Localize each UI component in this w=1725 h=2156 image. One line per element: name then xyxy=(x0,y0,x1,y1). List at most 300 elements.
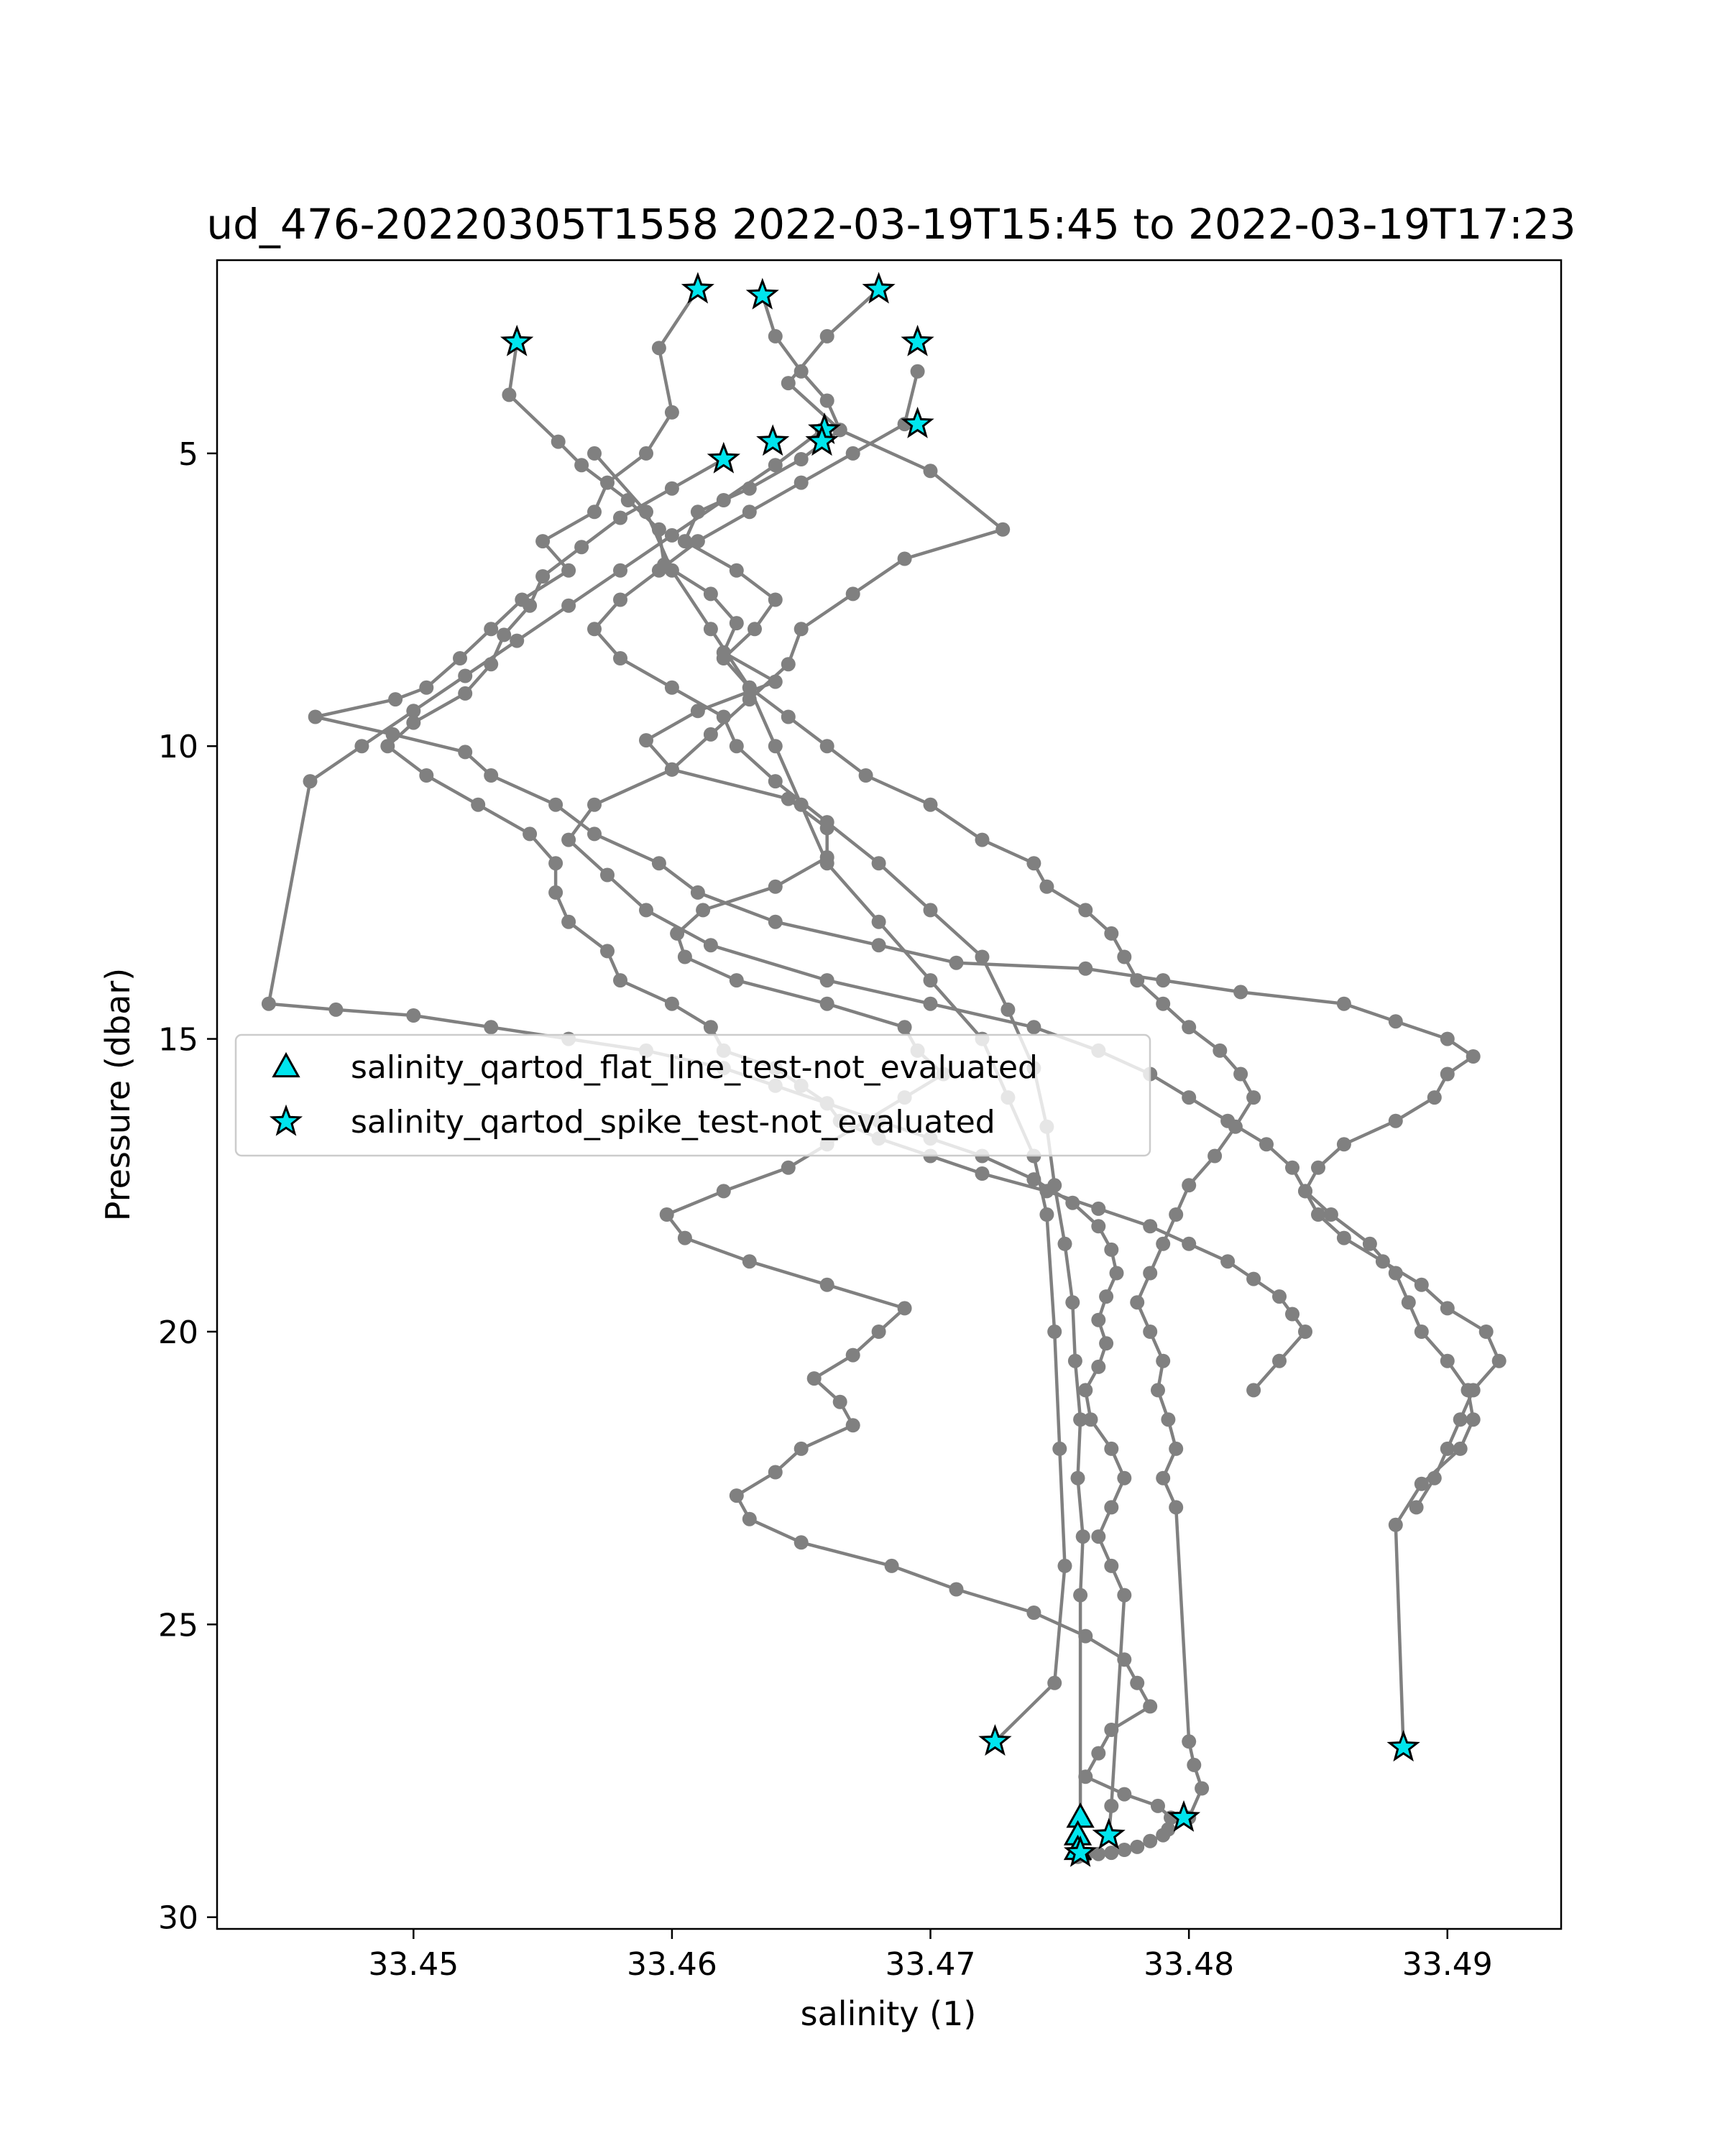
profile-point xyxy=(820,329,834,344)
profile-point xyxy=(1389,1266,1403,1281)
profile-point xyxy=(924,464,938,478)
profile-point xyxy=(574,540,589,554)
profile-point xyxy=(678,950,692,964)
profile-point xyxy=(1414,1278,1429,1292)
profile-point xyxy=(730,563,744,578)
profile-point xyxy=(1337,997,1351,1011)
profile-point xyxy=(1091,1529,1105,1544)
profile-point xyxy=(1068,1354,1082,1368)
legend-label: salinity_qartod_spike_test-not_evaluated xyxy=(351,1104,995,1141)
profile-point xyxy=(794,476,809,490)
profile-point xyxy=(1161,1412,1175,1427)
chart-title: ud_476-20220305T1558 2022-03-19T15:45 to 2022-03-19T17:23 xyxy=(206,200,1576,249)
profile-point xyxy=(781,1161,796,1175)
profile-point xyxy=(1047,1325,1062,1339)
profile-point xyxy=(665,563,679,578)
profile-point xyxy=(820,1278,834,1292)
profile-point xyxy=(1466,1049,1481,1064)
profile-point xyxy=(665,763,679,777)
profile-point xyxy=(510,634,524,648)
x-axis xyxy=(368,1929,1492,1983)
profile-point xyxy=(872,938,886,952)
profile-point xyxy=(898,1301,912,1315)
profile-point xyxy=(1151,1383,1165,1397)
profile-point xyxy=(768,739,783,753)
profile-point xyxy=(523,826,537,841)
profile-point xyxy=(872,915,886,929)
y-axis xyxy=(158,436,217,1937)
profile-point xyxy=(1169,1442,1183,1456)
profile-point xyxy=(1440,1354,1455,1368)
profile-point xyxy=(1071,1471,1085,1485)
profile-point xyxy=(388,692,402,706)
profile-point xyxy=(794,452,809,466)
profile-point xyxy=(1000,1003,1015,1017)
profile-point xyxy=(1091,1360,1105,1374)
x-tick-label: 33.48 xyxy=(1144,1946,1235,1983)
profile-point xyxy=(1246,1090,1261,1105)
profile-point xyxy=(587,798,602,812)
profile-point xyxy=(1143,1699,1157,1713)
profile-point xyxy=(1440,1032,1455,1046)
profile-point xyxy=(704,622,718,636)
profile-point xyxy=(328,1003,343,1017)
profile-point xyxy=(1233,1067,1248,1082)
spike-test-star-marker xyxy=(710,445,737,471)
profile-point xyxy=(1208,1149,1222,1164)
spike-test-star-marker xyxy=(684,275,712,301)
legend-label: salinity_qartod_flat_line_test-not_evaluated xyxy=(351,1049,1038,1086)
profile-point xyxy=(600,868,615,883)
profile-point xyxy=(1414,1477,1429,1491)
profile-point xyxy=(1259,1137,1274,1151)
profile-point xyxy=(1414,1325,1429,1339)
profile-point xyxy=(453,651,467,665)
profile-point xyxy=(1076,1529,1090,1544)
profile-point xyxy=(1466,1412,1481,1427)
profile-point xyxy=(548,856,563,870)
profile-point xyxy=(1047,1676,1062,1690)
spike-test-star-marker xyxy=(1390,1733,1417,1759)
profile-point xyxy=(1213,1044,1227,1058)
y-tick-label: 5 xyxy=(178,436,198,473)
profile-point xyxy=(995,522,1010,537)
y-tick-label: 15 xyxy=(158,1021,198,1059)
profile-point xyxy=(484,1020,498,1034)
profile-point xyxy=(1130,973,1144,987)
profile-point xyxy=(794,622,809,636)
profile-point xyxy=(1389,1014,1403,1028)
profile-point xyxy=(665,997,679,1011)
profile-point xyxy=(820,815,834,829)
profile-point xyxy=(1143,1266,1157,1281)
profile-point xyxy=(1440,1301,1455,1315)
profile-point xyxy=(1143,1834,1157,1848)
profile-point xyxy=(742,1512,757,1526)
profile-point xyxy=(1065,1295,1080,1309)
profile-point xyxy=(600,944,615,958)
profile-point xyxy=(1298,1325,1312,1339)
profile-point xyxy=(859,768,873,783)
profile-point xyxy=(1039,1207,1054,1222)
profile-point xyxy=(691,885,705,900)
profile-point xyxy=(1156,1237,1170,1251)
profile-point xyxy=(748,622,762,636)
profile-point xyxy=(820,739,834,753)
x-tick-label: 33.47 xyxy=(885,1946,976,1983)
profile-point xyxy=(924,903,938,917)
profile-point xyxy=(613,593,627,607)
profile-point xyxy=(898,552,912,566)
legend xyxy=(236,1035,1150,1156)
profile-point xyxy=(652,522,666,537)
profile-point xyxy=(354,739,369,753)
profile-point xyxy=(1026,1020,1041,1034)
profile-point xyxy=(262,997,276,1011)
x-axis-label: salinity (1) xyxy=(800,1994,977,2033)
profile-point xyxy=(1246,1272,1261,1286)
y-tick-label: 10 xyxy=(158,729,198,766)
profile-point xyxy=(1453,1442,1468,1456)
profile-point xyxy=(670,926,684,941)
profile-point xyxy=(1104,1442,1118,1456)
profile-point xyxy=(535,569,550,584)
profile-point xyxy=(975,833,990,847)
profile-point xyxy=(768,774,783,788)
profile-point xyxy=(1151,1799,1165,1813)
profile-point xyxy=(1073,1588,1087,1603)
profile-point xyxy=(678,1231,692,1245)
profile-point xyxy=(872,856,886,870)
profile-line-1 xyxy=(316,290,1473,1748)
profile-point xyxy=(1492,1354,1506,1368)
profile-point xyxy=(484,657,498,671)
profile-point xyxy=(704,1020,718,1034)
profile-point xyxy=(872,1325,886,1339)
profile-point xyxy=(613,563,627,578)
profile-point xyxy=(949,956,964,970)
profile-point xyxy=(768,593,783,607)
profile-point xyxy=(1311,1161,1325,1175)
profile-point xyxy=(1026,1606,1041,1620)
profile-point xyxy=(1156,997,1170,1011)
profile-point xyxy=(846,586,860,601)
profile-point xyxy=(1143,1325,1157,1339)
y-tick-label: 25 xyxy=(158,1607,198,1644)
profile-point xyxy=(665,681,679,695)
profile-point xyxy=(613,511,627,525)
profile-point xyxy=(652,341,666,355)
profile-point xyxy=(1104,1723,1118,1737)
profile-point xyxy=(1026,1172,1041,1187)
profile-point xyxy=(1233,985,1248,999)
profile-point xyxy=(1117,1471,1131,1485)
profile-point xyxy=(820,973,834,987)
profile-point xyxy=(1389,1114,1403,1128)
profile-point xyxy=(730,739,744,753)
profile-point xyxy=(548,798,563,812)
profile-point xyxy=(1091,1219,1105,1233)
profile-point xyxy=(1099,1336,1113,1350)
profile-point xyxy=(497,627,511,642)
x-tick-label: 33.45 xyxy=(368,1946,459,1983)
profile-point xyxy=(1409,1500,1424,1514)
profile-point xyxy=(1099,1289,1113,1304)
profile-point xyxy=(652,856,666,870)
profile-point xyxy=(1117,1652,1131,1667)
profile-point xyxy=(781,657,796,671)
profile-point xyxy=(1058,1237,1072,1251)
profile-point xyxy=(1104,1846,1118,1860)
profile-point xyxy=(1104,1559,1118,1573)
profile-point xyxy=(1156,1471,1170,1485)
profile-point xyxy=(833,1395,847,1409)
profile-point xyxy=(820,997,834,1011)
profile-point xyxy=(975,1166,990,1181)
profile-point xyxy=(1182,1237,1196,1251)
profile-point xyxy=(1285,1307,1300,1322)
profile-point xyxy=(768,458,783,472)
profile-point xyxy=(820,856,834,870)
profile-point xyxy=(1169,1207,1183,1222)
profile-point xyxy=(1047,1178,1062,1192)
profile-point xyxy=(1052,1442,1067,1456)
profile-point xyxy=(1272,1289,1287,1304)
profile-point xyxy=(730,616,744,630)
profile-point xyxy=(1039,880,1054,894)
flat-line-test-triangle-marker xyxy=(1068,1805,1092,1827)
profile-point xyxy=(1104,1243,1118,1257)
profile-point xyxy=(1440,1067,1455,1082)
profile-point xyxy=(742,681,757,695)
profile-point xyxy=(924,798,938,812)
profile-point xyxy=(587,505,602,519)
profile-point xyxy=(768,915,783,929)
profile-point xyxy=(1195,1782,1209,1796)
profile-point xyxy=(561,915,576,929)
profile-point xyxy=(548,885,563,900)
profile-point xyxy=(587,622,602,636)
y-tick-label: 30 xyxy=(158,1899,198,1937)
profile-point xyxy=(717,651,731,665)
profile-point xyxy=(1427,1471,1442,1485)
profile-point xyxy=(551,435,566,449)
profile-point xyxy=(885,1559,899,1573)
profile-point xyxy=(1117,1843,1131,1857)
profile-point xyxy=(704,727,718,742)
profile-point xyxy=(1182,1090,1196,1105)
profile-point xyxy=(1078,903,1092,917)
profile-line-3 xyxy=(569,290,1499,1508)
profile-point xyxy=(1440,1442,1455,1456)
profile-point xyxy=(898,1020,912,1034)
profile-point xyxy=(1182,1178,1196,1192)
profile-point xyxy=(924,997,938,1011)
profile-point xyxy=(846,1418,860,1432)
profile-point xyxy=(794,1442,809,1456)
profile-point xyxy=(406,704,420,718)
profile-point xyxy=(781,376,796,390)
profile-point xyxy=(639,505,653,519)
profile-point xyxy=(1091,1202,1105,1216)
spike-test-star-marker xyxy=(904,328,932,354)
profile-point xyxy=(1285,1161,1300,1175)
profile-point xyxy=(1272,1354,1287,1368)
profile-point xyxy=(561,563,576,578)
profile-point xyxy=(768,880,783,894)
profile-point xyxy=(730,1488,744,1503)
profile-point xyxy=(1130,1840,1144,1854)
profile-point xyxy=(419,768,433,783)
profile-point xyxy=(1104,926,1118,941)
profile-point xyxy=(1427,1090,1442,1105)
profile-point xyxy=(1337,1231,1351,1245)
profile-point xyxy=(303,774,318,788)
y-tick-label: 20 xyxy=(158,1314,198,1351)
profile-point xyxy=(660,1207,674,1222)
profile-point xyxy=(502,387,516,402)
profile-point xyxy=(949,1583,964,1597)
x-tick-label: 33.46 xyxy=(626,1946,717,1983)
profile-point xyxy=(1453,1412,1468,1427)
profile-point xyxy=(1337,1137,1351,1151)
profile-point xyxy=(924,973,938,987)
profile-point xyxy=(1026,856,1041,870)
profile-point xyxy=(768,1465,783,1480)
profile-point xyxy=(975,950,990,964)
profile-point xyxy=(484,768,498,783)
profile-point xyxy=(1220,1114,1235,1128)
profile-point xyxy=(704,586,718,601)
profile-point xyxy=(1182,1734,1196,1749)
profile-point xyxy=(1078,1383,1092,1397)
profile-point xyxy=(1402,1295,1416,1309)
profile-point xyxy=(742,482,757,496)
profile-point xyxy=(846,446,860,461)
profile-point xyxy=(781,710,796,724)
profile-point xyxy=(1091,1313,1105,1327)
profile-point xyxy=(613,973,627,987)
spike-test-star-marker xyxy=(1095,1821,1123,1847)
profile-point xyxy=(1065,1196,1080,1210)
profile-point xyxy=(691,534,705,548)
spike-test-star-marker xyxy=(759,428,786,453)
profile-point xyxy=(665,482,679,496)
profile-point xyxy=(911,364,925,379)
profile-point xyxy=(639,446,653,461)
profile-point xyxy=(639,733,653,747)
profile-point xyxy=(523,599,537,613)
profile-point xyxy=(742,505,757,519)
profile-point xyxy=(458,669,472,683)
profile-point xyxy=(600,476,615,490)
profile-point xyxy=(665,405,679,420)
profile-point xyxy=(1130,1676,1144,1690)
profile-point xyxy=(1117,950,1131,964)
profile-point xyxy=(1311,1207,1325,1222)
profile-point xyxy=(458,686,472,701)
profile-point xyxy=(1220,1254,1235,1268)
profile-point xyxy=(535,534,550,548)
x-tick-label: 33.49 xyxy=(1402,1946,1493,1983)
profile-point xyxy=(1091,1746,1105,1761)
profile-point xyxy=(1324,1207,1338,1222)
profile-point xyxy=(730,973,744,987)
profile-point xyxy=(1156,1828,1170,1843)
profile-point xyxy=(574,458,589,472)
profile-point xyxy=(1182,1020,1196,1034)
profile-point xyxy=(1078,1629,1092,1644)
profile-point xyxy=(1104,1799,1118,1813)
profile-point xyxy=(419,681,433,695)
profile-point xyxy=(458,745,472,759)
profile-point xyxy=(621,493,635,507)
profile-point xyxy=(665,528,679,543)
profile-point xyxy=(717,710,731,724)
profile-point xyxy=(484,622,498,636)
profile-point xyxy=(768,675,783,689)
profile-point xyxy=(717,1184,731,1198)
profile-point xyxy=(742,1254,757,1268)
profile-point xyxy=(1156,1354,1170,1368)
profile-point xyxy=(406,1008,420,1023)
spike-test-star-marker xyxy=(749,281,776,307)
profile-point xyxy=(308,710,323,724)
profile-point xyxy=(561,833,576,847)
profile-point xyxy=(691,704,705,718)
profile-point xyxy=(1117,1588,1131,1603)
profile-point xyxy=(1078,1769,1092,1784)
profile-point xyxy=(1246,1383,1261,1397)
profile-point xyxy=(1169,1500,1183,1514)
profile-point xyxy=(1130,1295,1144,1309)
y-axis-label: Pressure (dbar) xyxy=(98,967,137,1222)
profile-point xyxy=(380,739,395,753)
profile-point xyxy=(678,534,692,548)
profile-point xyxy=(820,394,834,408)
profile-point xyxy=(561,599,576,613)
profile-point xyxy=(717,493,731,507)
profile-point xyxy=(1363,1237,1377,1251)
profile-point xyxy=(1466,1383,1481,1397)
profile-point xyxy=(1104,1500,1118,1514)
profile-point xyxy=(768,329,783,344)
profile-point xyxy=(471,798,485,812)
profile-point xyxy=(794,364,809,379)
profile-point xyxy=(1058,1559,1072,1573)
profile-point xyxy=(1298,1184,1312,1198)
profile-point xyxy=(652,563,666,578)
profile-point xyxy=(1376,1254,1390,1268)
profile-point xyxy=(1117,1787,1131,1802)
profile-point xyxy=(1479,1325,1494,1339)
profile-point xyxy=(587,446,602,461)
profile-point xyxy=(781,792,796,806)
profile-point xyxy=(1073,1412,1087,1427)
profile-point xyxy=(704,938,718,952)
profile-point xyxy=(1143,1219,1157,1233)
profile-point xyxy=(613,651,627,665)
profile-point xyxy=(1156,973,1170,987)
profile-point xyxy=(587,826,602,841)
profile-point xyxy=(846,1348,860,1363)
profile-point xyxy=(691,505,705,519)
profile-point xyxy=(1110,1266,1124,1281)
profile-point xyxy=(807,1371,822,1386)
profile-point xyxy=(1187,1758,1201,1772)
profile-point xyxy=(794,798,809,812)
profile-point xyxy=(1389,1518,1403,1532)
